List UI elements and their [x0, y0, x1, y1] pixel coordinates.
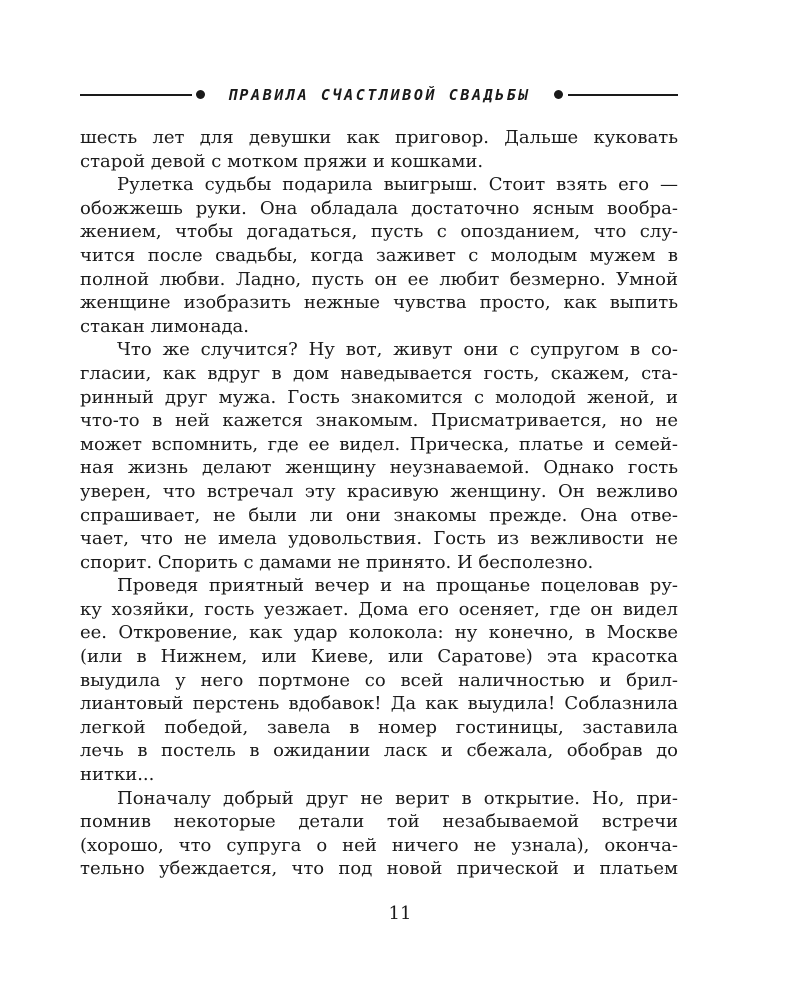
text-line: жением, чтобы догадаться, пусть с опозданием, что слу- — [80, 221, 678, 243]
header-rule-left — [80, 94, 192, 96]
running-header — [80, 83, 720, 107]
text-line: уверен, что встречал эту красивую женщину. Он вежливо — [80, 480, 678, 502]
text-line: лиантовый перстень вдобавок! Да как выудила! Соблазнила — [80, 693, 678, 715]
text-line: спорит. Спорить с дамами не принято. И бесполезно. — [80, 551, 594, 573]
header-bullet-left — [196, 90, 205, 99]
text-line: тельно убеждается, что под новой прической и платьем — [80, 858, 678, 880]
header-bullet-right — [554, 90, 563, 99]
text-line: полной любви. Ладно, пусть он ее любит безмерно. Умной — [80, 268, 678, 290]
text-line: женщине изобразить нежные чувства просто, как выпить — [80, 292, 678, 314]
text-line: гласии, как вдруг в дом наведывается гость, скажем, ста- — [80, 362, 678, 384]
text-line: чится после свадьбы, когда заживет с молодым мужем в — [80, 244, 678, 266]
text-line: что-то в ней кажется знакомым. Присматривается, но не — [80, 410, 678, 432]
text-line: ринный друг мужа. Гость знакомится с молодой женой, и — [80, 386, 678, 408]
page-number: 11 — [388, 903, 412, 924]
text-line: Поначалу добрый друг не верит в открытие. Но, при- — [117, 787, 678, 809]
text-line: лечь в постель в ожидании ласк и сбежала, обобрав до — [80, 740, 678, 762]
text-line: легкой победой, завела в номер гостиницы, заставила — [80, 716, 678, 738]
text-line: стакан лимонада. — [80, 315, 250, 337]
text-line: Рулетка судьбы подарила выигрыш. Стоит взять его — — [117, 174, 678, 196]
text-line: Проведя приятный вечер и на прощанье поцеловав ру- — [117, 575, 678, 597]
body-text — [80, 126, 678, 881]
header-rule-right — [568, 94, 678, 96]
text-line: ная жизнь делают женщину неузнаваемой. Однако гость — [80, 457, 678, 479]
text-line: (или в Нижнем, или Киеве, или Саратове) эта красотка — [80, 646, 678, 668]
text-line: (хорошо, что супруга о ней ничего не узнала), оконча- — [80, 834, 678, 856]
text-line: ее. Откровение, как удар колокола: ну конечно, в Москве — [80, 622, 678, 644]
text-line: помнив некоторые детали той незабываемой встречи — [80, 811, 678, 833]
text-line: старой девой с мотком пряжи и кошками. — [80, 150, 484, 172]
running-header-title: ПРАВИЛА СЧАСТЛИВОЙ СВАДЬБЫ — [227, 86, 531, 104]
text-line: выудила у него портмоне со всей наличностью и брил- — [80, 669, 678, 691]
text-line: ку хозяйки, гость уезжает. Дома его осеняет, где он видел — [80, 598, 678, 620]
text-line: шесть лет для девушки как приговор. Дальше куковать — [80, 127, 678, 148]
text-line: обожжешь руки. Она обладала достаточно ясным вообра- — [80, 197, 678, 219]
text-line: Что же случится? Ну вот, живут они с супругом в со- — [117, 339, 678, 361]
text-line: может вспомнить, где ее видел. Прическа, платье и семей- — [80, 433, 678, 455]
text-line: чает, что не имела удовольствия. Гость из вежливости не — [80, 528, 678, 550]
text-line: спрашивает, не были ли они знакомы прежде. Она отве- — [80, 504, 678, 526]
text-line: нитки... — [80, 764, 155, 786]
